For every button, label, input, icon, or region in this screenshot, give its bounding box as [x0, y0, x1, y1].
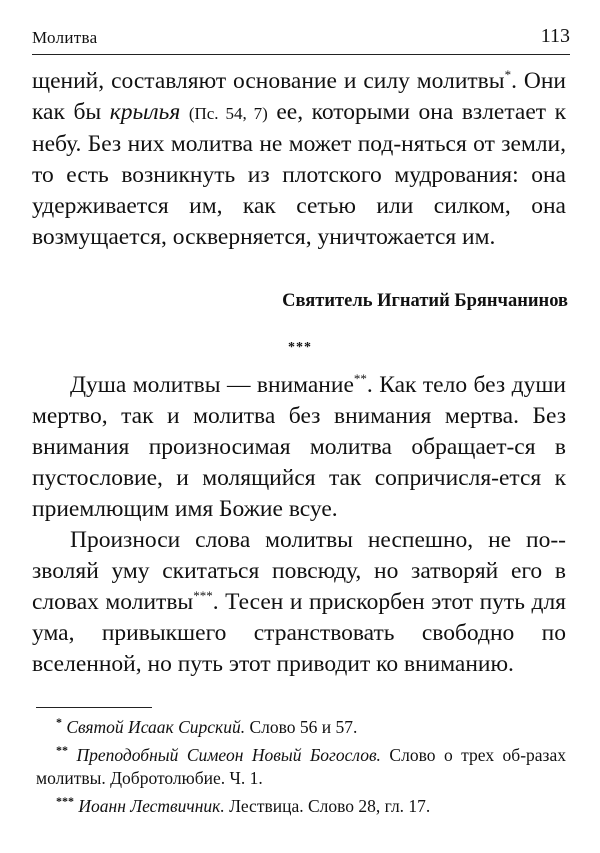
- passage-ignatius: [32, 66, 566, 253]
- text-segment: щений, составляют основание и силу молитвы: [32, 68, 505, 94]
- text-segment: . Тесен и прискорбен этот путь для ума, привыкшего странствовать свободно по вселенной, но путь этот приводит ко вниманию.: [32, 589, 566, 677]
- footnote-author: Святой Исаак Сирский.: [66, 717, 246, 737]
- footnote-ref-2: **: [353, 371, 367, 387]
- text-segment: . Они как бы: [32, 68, 566, 125]
- footnote-author: Преподобный Симеон Новый Богослов.: [76, 745, 381, 765]
- footnote-3: [36, 795, 566, 818]
- passage-attention: [32, 370, 566, 680]
- section-divider: ***: [288, 340, 312, 355]
- paragraph-wings: [32, 66, 566, 253]
- footnote-text: Лествица. Слово 28, гл. 17.: [224, 796, 431, 816]
- page-number: 113: [540, 25, 570, 47]
- footnote-ref-1: *: [504, 67, 512, 83]
- footnote-mark: ***: [56, 794, 74, 809]
- text-segment: [180, 99, 189, 125]
- footnote-author: Иоанн Лествичник.: [78, 796, 225, 816]
- footnotes: [36, 716, 566, 823]
- footnote-text: Слово 56 и 57.: [245, 717, 358, 737]
- paragraph-pronounce: [32, 525, 566, 680]
- footnote-divider: [36, 707, 152, 708]
- running-header: [32, 22, 570, 55]
- footnote-2: [36, 744, 566, 790]
- italic-word: крылья: [109, 99, 181, 125]
- text-segment: ее, которыми она взлетает к небу. Без них молитва не может под-няться от земли, то есть возникнуть из плотского мудрования: она удерживается им, как сетью или силком, она возмущается, оскверняется, уничтожается им.: [32, 99, 567, 250]
- running-title: Молитва: [32, 28, 98, 47]
- footnote-1: [36, 716, 566, 739]
- footnote-mark: **: [56, 743, 68, 758]
- text-segment: Душа молитвы — внимание: [70, 372, 354, 398]
- scripture-reference: (Пс. 54, 7): [188, 104, 268, 123]
- paragraph-soul-of-prayer: [32, 370, 566, 525]
- text-segment: Произноси слова молитвы неспешно, не по-зволяй уму скитаться повсюду, но затворяй его в словах молитвы: [32, 527, 566, 615]
- footnote-mark: *: [56, 715, 62, 730]
- footnote-text: Слово о трех об-разах молитвы. Добротолюбие. Ч. 1.: [36, 745, 566, 788]
- attribution: Святитель Игнатий Брянчанинов: [282, 291, 568, 311]
- footnote-ref-3: ***: [193, 588, 213, 604]
- text-segment: . Как тело без души мертво, так и молитва без внимания мертва. Без внимания произносимая молитва обращает-ся в пустословие, и молящийся так сопричисля-ется к приемлющим имя Божие всуе.: [32, 372, 566, 522]
